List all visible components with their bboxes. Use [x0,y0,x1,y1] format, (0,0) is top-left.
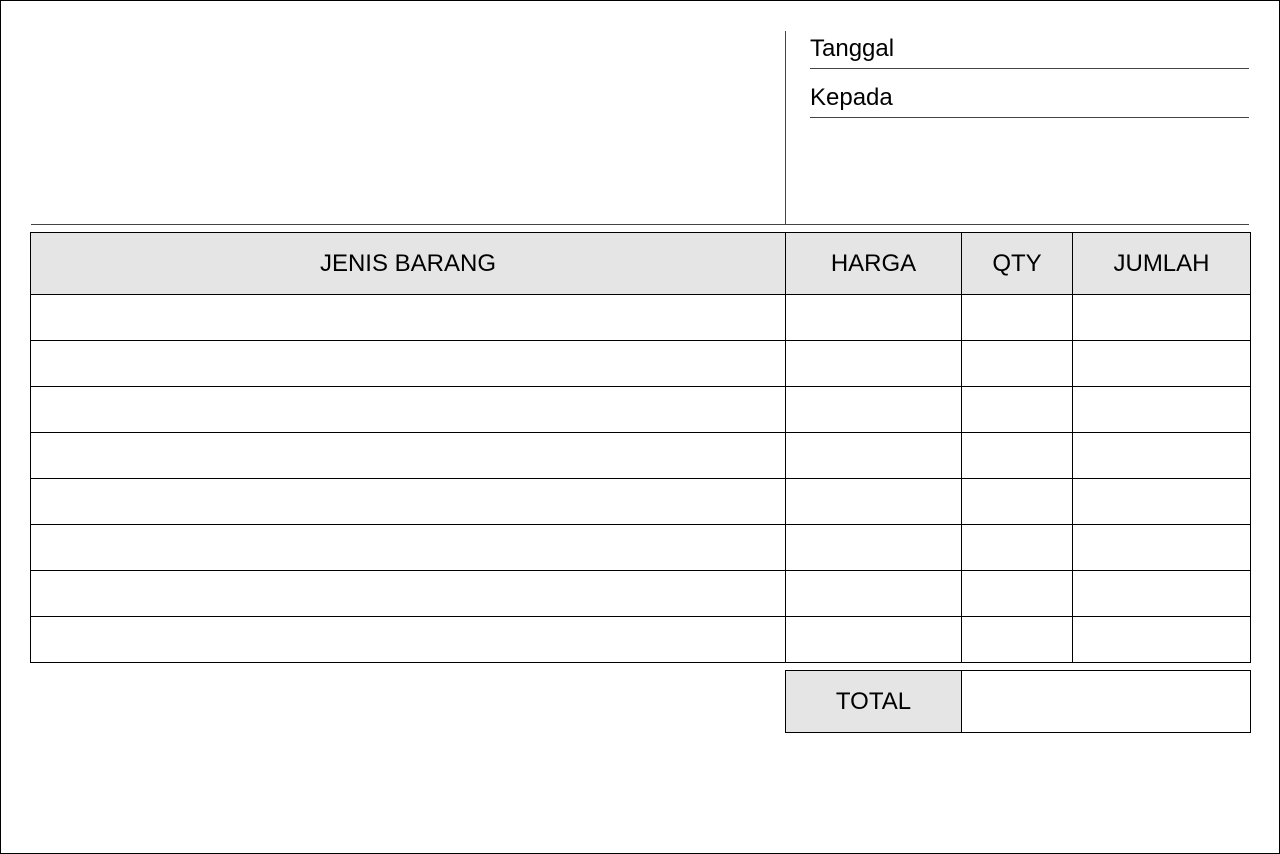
cell-qty[interactable] [962,433,1073,479]
cell-jumlah[interactable] [1073,525,1251,571]
cell-harga[interactable] [786,341,962,387]
table-row [31,571,1251,617]
column-header-harga: HARGA [786,233,962,295]
tanggal-label: Tanggal [810,35,895,62]
cell-jumlah[interactable] [1073,341,1251,387]
cell-qty[interactable] [962,341,1073,387]
kepada-label: Kepada [810,84,893,111]
cell-jenis-barang[interactable] [31,341,786,387]
column-header-jenis-barang: JENIS BARANG [31,233,786,295]
cell-jenis-barang[interactable] [31,295,786,341]
cell-harga[interactable] [786,525,962,571]
kepada-field[interactable] [810,84,1249,118]
cell-qty[interactable] [962,295,1073,341]
header-horizontal-divider [31,224,1249,225]
cell-jenis-barang[interactable] [31,479,786,525]
header-vertical-divider [785,31,786,224]
cell-jumlah[interactable] [1073,479,1251,525]
cell-jenis-barang[interactable] [31,617,786,663]
table-row [31,479,1251,525]
cell-harga[interactable] [786,617,962,663]
cell-harga[interactable] [786,571,962,617]
table-row [31,341,1251,387]
cell-jumlah[interactable] [1073,295,1251,341]
cell-qty[interactable] [962,479,1073,525]
table-row [31,433,1251,479]
cell-harga[interactable] [786,387,962,433]
column-header-qty: QTY [962,233,1073,295]
cell-qty[interactable] [962,571,1073,617]
total-table [785,670,1251,733]
tanggal-field[interactable] [810,35,1249,69]
cell-jenis-barang[interactable] [31,387,786,433]
table-row [31,387,1251,433]
table-row [31,617,1251,663]
cell-jumlah[interactable] [1073,617,1251,663]
total-row [786,671,1251,733]
cell-harga[interactable] [786,433,962,479]
cell-harga[interactable] [786,479,962,525]
cell-jenis-barang[interactable] [31,433,786,479]
cell-qty[interactable] [962,525,1073,571]
table-header-row [31,233,1251,295]
total-value-cell[interactable] [962,671,1251,733]
total-label: TOTAL [786,671,962,733]
cell-qty[interactable] [962,617,1073,663]
table-row [31,525,1251,571]
cell-jumlah[interactable] [1073,433,1251,479]
column-header-jumlah: JUMLAH [1073,233,1251,295]
cell-jenis-barang[interactable] [31,525,786,571]
cell-harga[interactable] [786,295,962,341]
cell-jumlah[interactable] [1073,571,1251,617]
table-row [31,295,1251,341]
cell-jumlah[interactable] [1073,387,1251,433]
cell-qty[interactable] [962,387,1073,433]
cell-jenis-barang[interactable] [31,571,786,617]
items-table [30,232,1251,663]
